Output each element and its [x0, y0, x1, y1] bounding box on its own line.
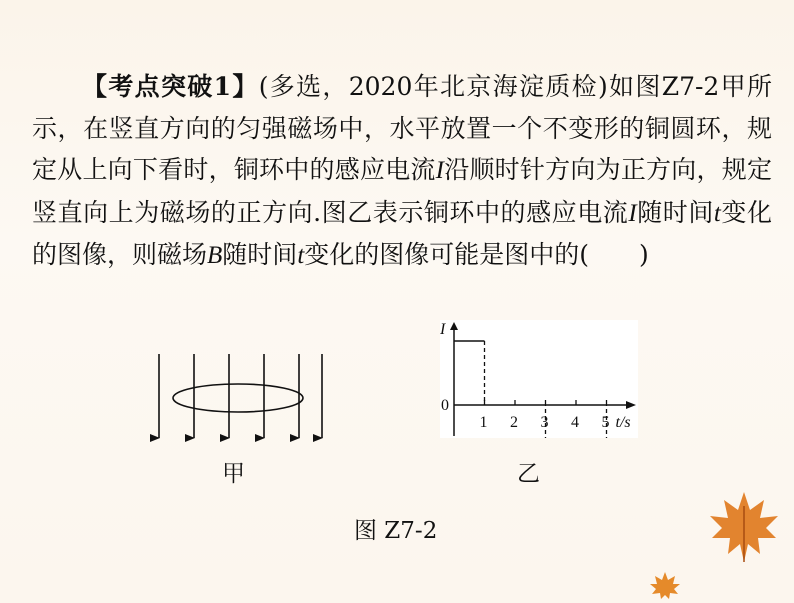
- figure-jia-caption: 甲: [222, 461, 245, 487]
- x-axis-label: t/s: [615, 414, 631, 431]
- x-tick-label: 2: [510, 414, 518, 431]
- copper-ring: [173, 384, 303, 412]
- figure-caption: 图 Z7-2: [354, 518, 438, 544]
- maple-leaf-icon: [704, 486, 784, 566]
- problem-seg2: 沿顺时针方向为正方向，规定竖直向上为磁场的正方向.图乙表示铜环中的感应电流: [32, 155, 772, 227]
- var-current-1: I: [435, 157, 444, 184]
- figure-jia-diagram: [150, 346, 330, 442]
- problem-tag: 【考点突破1】: [82, 72, 259, 101]
- var-field-b: B: [207, 242, 223, 269]
- problem-text: [32, 66, 772, 277]
- problem-source: (多选，2020年北京海淀质检): [258, 72, 608, 101]
- y-axis-label: I: [440, 321, 446, 338]
- problem-seg4: 变化的图像，则磁场: [32, 197, 772, 269]
- figure-yi-chart: [440, 320, 638, 438]
- figure-yi-caption: 乙: [517, 461, 540, 487]
- var-time-2: t: [297, 242, 305, 269]
- var-current-2: I: [628, 199, 637, 227]
- x-tick-label: 5: [601, 414, 610, 431]
- maple-leaf-small-icon: [648, 570, 682, 600]
- var-time-1: t: [713, 199, 721, 227]
- origin-label: 0: [441, 397, 449, 414]
- x-tick-label: 3: [540, 414, 549, 431]
- x-tick-label: 4: [571, 414, 579, 431]
- problem-seg1: 如图Z7-2甲所示，在竖直方向的匀强磁场中，水平放置一个不变形的铜圆环，规定从上向下看时，铜环中的感应电流: [32, 72, 772, 184]
- problem-seg6: 变化的图像可能是图中的( ): [304, 240, 649, 269]
- x-tick-label: 1: [479, 414, 488, 431]
- problem-seg5: 随时间: [222, 240, 298, 269]
- problem-seg3: 随时间: [636, 197, 714, 227]
